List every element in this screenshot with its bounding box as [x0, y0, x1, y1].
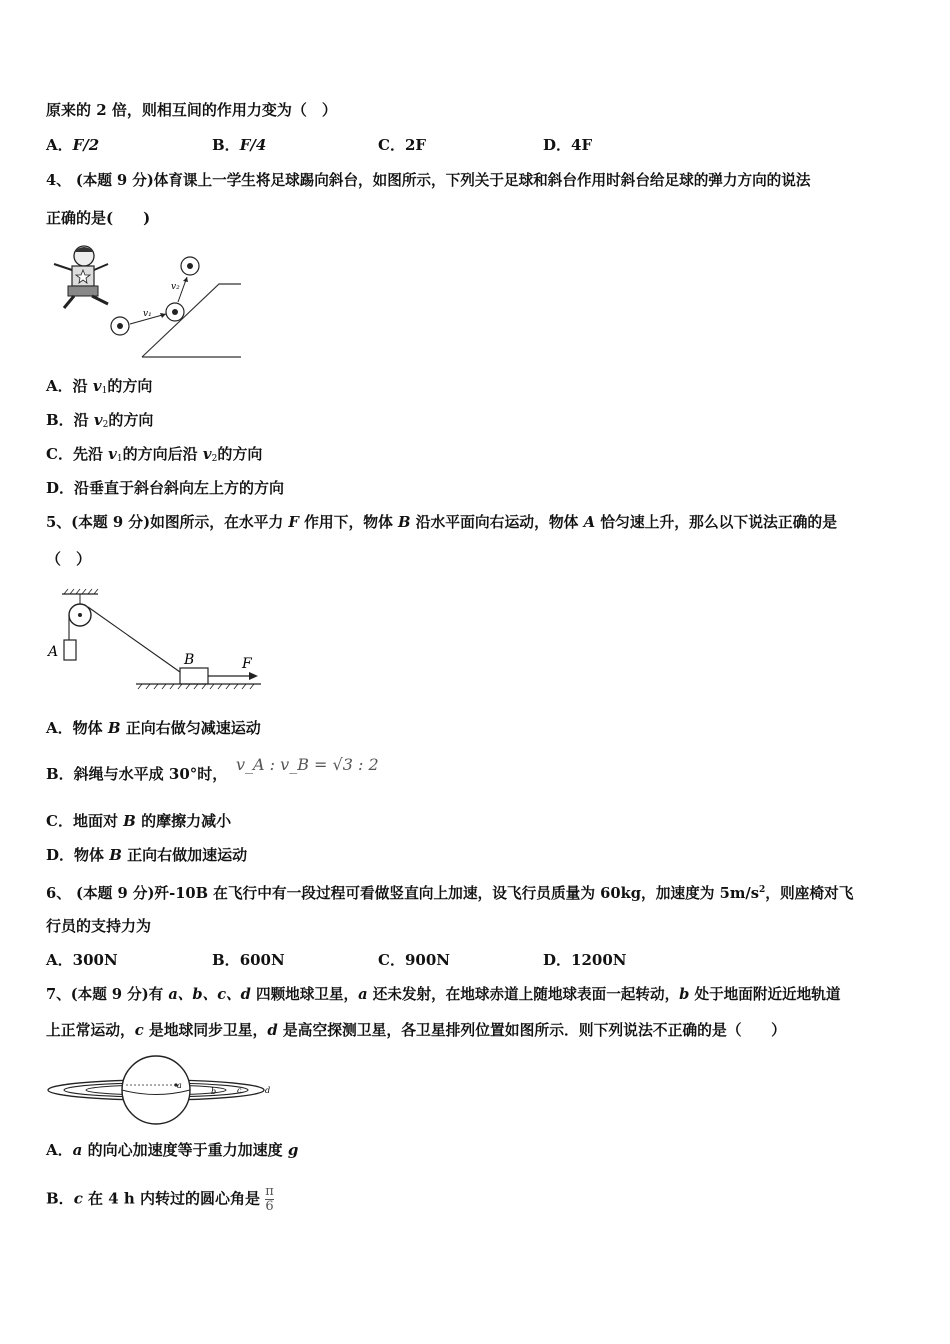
q5-option-d[interactable]: D．物体 B 正向右做加速运动 — [46, 846, 248, 864]
pi-over-six-fraction: $\frac{\pi}{6}$ — [265, 1184, 274, 1214]
q3-option-c[interactable]: C．2F — [378, 136, 427, 154]
ball-icon — [166, 303, 184, 321]
q7-stem-line2: 上正常运动，c 是地球同步卫星，d 是高空探测卫星，各卫星排列位置如图所示．则下列说法不正确的是（ ） — [46, 1022, 786, 1039]
fig-label-a: A — [48, 644, 59, 660]
q6-stem-line2: 行员的支持力为 — [46, 917, 152, 935]
q6-option-b[interactable]: B．600N — [212, 951, 285, 969]
q6-option-d[interactable]: D．1200N — [543, 951, 627, 969]
q5-stem-line1: 5、(本题 9 分)如图所示，在水平力 F 作用下，物体 B 沿水平面向右运动，物体 A 恰匀速上升，那么以下说法正确的是 — [46, 514, 838, 531]
q4-option-b[interactable]: B．沿 $v_2$的方向 — [46, 411, 154, 430]
fig-label-d: d — [265, 1086, 271, 1095]
fig-label-f: F — [242, 656, 252, 672]
q4-option-d[interactable]: D．沿垂直于斜台斜向左上方的方向 — [46, 479, 285, 497]
q4-option-a[interactable]: A．沿 $v_1$的方向 — [46, 377, 153, 396]
q5-option-b-formula: v_A : v_B = √3 : 2 — [236, 755, 379, 774]
q5-stem-line2: （ ） — [46, 550, 92, 568]
q5-option-a[interactable]: A．物体 B 正向右做匀减速运动 — [46, 719, 261, 737]
q4-figure — [44, 244, 249, 364]
fig-label-b: B — [184, 652, 195, 668]
q3-option-a[interactable]: A．F/2 — [46, 136, 100, 154]
q4-option-c[interactable]: C．先沿 $v_1$的方向后沿 $v_2$的方向 — [46, 445, 263, 464]
q5-option-c[interactable]: C．地面对 B 的摩擦力减小 — [46, 812, 232, 830]
q3-option-d[interactable]: D．4F — [543, 136, 593, 154]
q7-figure — [46, 1055, 276, 1125]
q6-option-a[interactable]: A．300N — [46, 951, 118, 969]
q4-stem-line2: 正确的是( ) — [46, 209, 151, 227]
q5-option-b[interactable]: B．斜绳与水平成 30°时， — [46, 765, 228, 783]
q7-stem-line1: 7、(本题 9 分)有 a、b、c、d 四颗地球卫星，a 还未发射，在地球赤道上随地球表面一起转动，b 处于地面附近近地轨道 — [46, 986, 841, 1003]
q7-option-a[interactable]: A．a 的向心加速度等于重力加速度 g — [46, 1141, 299, 1159]
q5-figure — [46, 588, 266, 698]
q3-tail: 原来的 2 倍，则相互间的作用力变为（ ） — [46, 101, 337, 119]
ball-icon — [111, 317, 129, 335]
fig-v1-label: v₁ — [143, 309, 152, 319]
fig-label-c: c — [237, 1086, 242, 1095]
q4-stem-line1: 4、 (本题 9 分)体育课上一学生将足球踢向斜台，如图所示，下列关于足球和斜台作用时斜台给足球的弹力方向的说法 — [46, 172, 811, 189]
q7-option-b[interactable]: B．c 在 4 h 内转过的圆心角是 $\frac{\pi}{6}$ — [46, 1184, 274, 1214]
q3-option-b[interactable]: B．F/4 — [212, 136, 267, 154]
pulley-icon — [69, 604, 91, 626]
fig-v2-label: v₂ — [171, 282, 180, 292]
q6-stem-line1: 6、 (本题 9 分)歼-10B 在飞行中有一段过程可看做竖直向上加速，设飞行员质量为 60kg，加速度为 $5m/s^2$，则座椅对飞 — [46, 884, 854, 902]
ball-icon — [181, 257, 199, 275]
fig-label-b: b — [211, 1087, 217, 1096]
q6-option-c[interactable]: C．900N — [378, 951, 450, 969]
fig-label-a: a — [177, 1081, 182, 1090]
